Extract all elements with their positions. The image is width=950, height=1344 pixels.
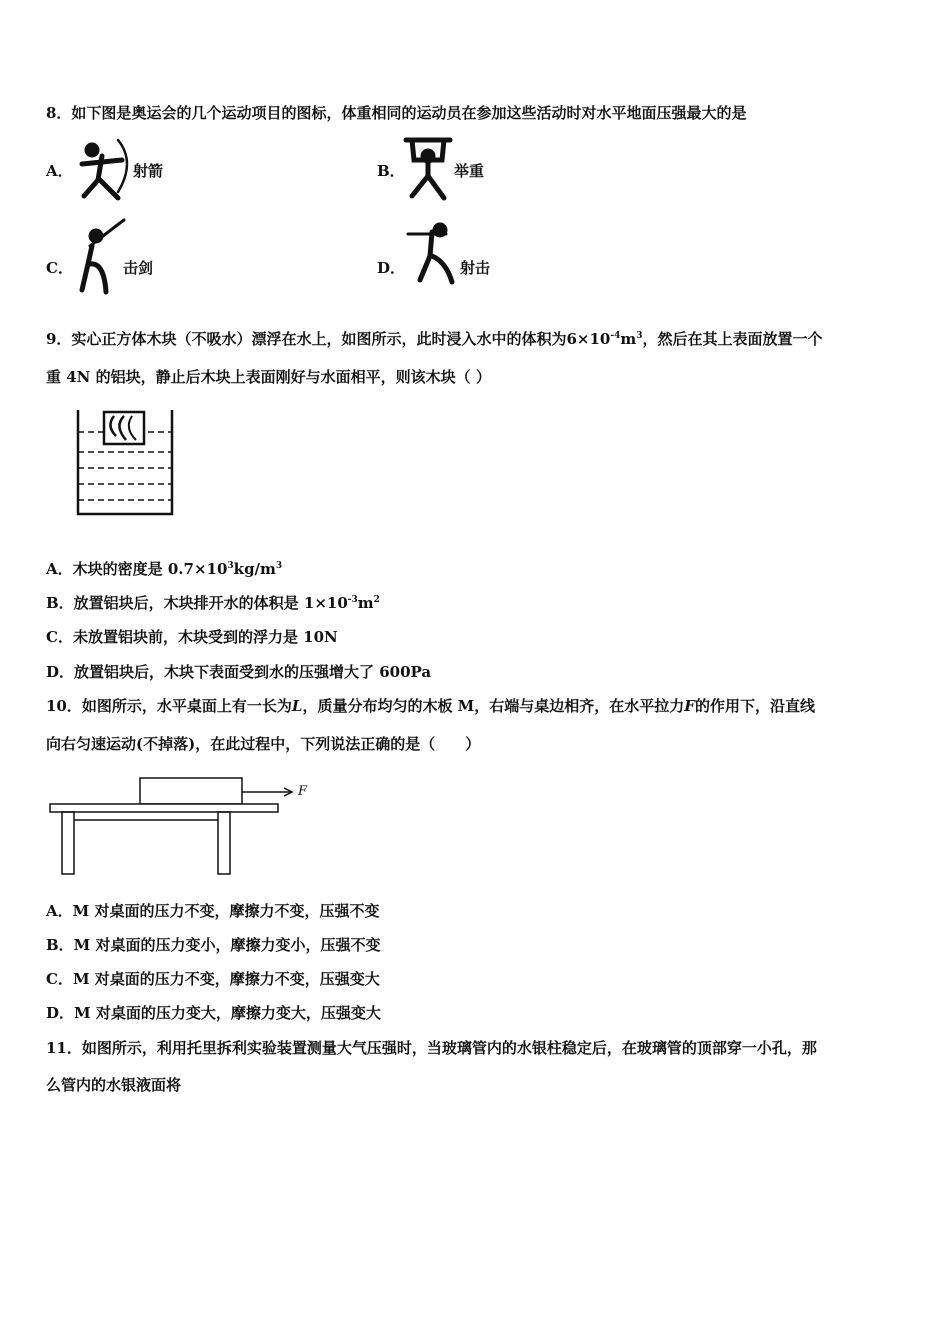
q11-stem-line2: 么管内的水银液面将 — [46, 1076, 182, 1094]
q9-option-b: B．放置铝块后，木块排开水的体积是 $1\times 10^{-3}m^2$ — [46, 594, 380, 612]
q8-option-c-label: 击剑 — [123, 259, 154, 277]
q9-option-c: C．未放置铝块前，木块受到的浮力是 10N — [46, 628, 338, 646]
q10-option-d: D．M 对桌面的压力变大，摩擦力变大，压强变大 — [46, 1004, 381, 1022]
weightlifting-icon — [402, 134, 454, 202]
q8-option-a-label: 射箭 — [133, 162, 164, 180]
q9-option-d: D．放置铝块后，木块下表面受到水的压强增大了 600Pa — [46, 663, 432, 681]
q8-option-b-key: B． — [377, 162, 405, 180]
q8-option-a-key: A． — [46, 162, 73, 180]
q10-stem-line2: 向右匀速运动(不掉落)，在此过程中，下列说法正确的是（ ） — [46, 735, 481, 753]
floating-block-figure — [72, 406, 176, 518]
shooting-icon — [406, 222, 460, 286]
q9-option-a: A．木块的密度是 $0.7\times 10^3kg/m^3$ — [46, 560, 283, 578]
q10-option-a: A．M 对桌面的压力不变，摩擦力不变，压强不变 — [46, 902, 380, 920]
q10-option-c: C．M 对桌面的压力不变，摩擦力不变，压强变大 — [46, 970, 380, 988]
q8-option-d-key: D． — [377, 259, 406, 277]
q11-stem-line1: 11．如图所示，利用托里拆利实验装置测量大气压强时，当玻璃管内的水银柱稳定后，在玻璃管的顶部穿一小孔，那 — [46, 1039, 817, 1057]
q9-stem-line1: 9．实心正方体木块（不吸水）漂浮在水上，如图所示，此时浸入水中的体积为$6\times 10^{-4}m^3$，然后在其上表面放置一个 — [46, 330, 823, 348]
table-board-figure — [48, 776, 328, 880]
q9-stem-line2: 重 4N 的铝块，静止后木块上表面刚好与水面相平，则该木块（ ） — [46, 368, 491, 386]
q8-option-c-key: C． — [46, 259, 73, 277]
q8-option-d-label: 射击 — [460, 259, 491, 277]
fencing-icon — [76, 218, 128, 294]
q10-option-b: B．M 对桌面的压力变小，摩擦力变小，压强不变 — [46, 936, 381, 954]
force-label: F — [298, 784, 308, 799]
q8-stem: 8．如下图是奥运会的几个运动项目的图标，体重相同的运动员在参加这些活动时对水平地面压强最大的是 — [46, 104, 747, 122]
q10-stem-line1: 10．如图所示，水平桌面上有一长为L，质量分布均匀的木板 M，右端与桌边相齐，在水平拉力F的作用下，沿直线 — [46, 697, 815, 715]
q8-option-b-label: 举重 — [454, 162, 485, 180]
archery-icon — [78, 136, 134, 202]
